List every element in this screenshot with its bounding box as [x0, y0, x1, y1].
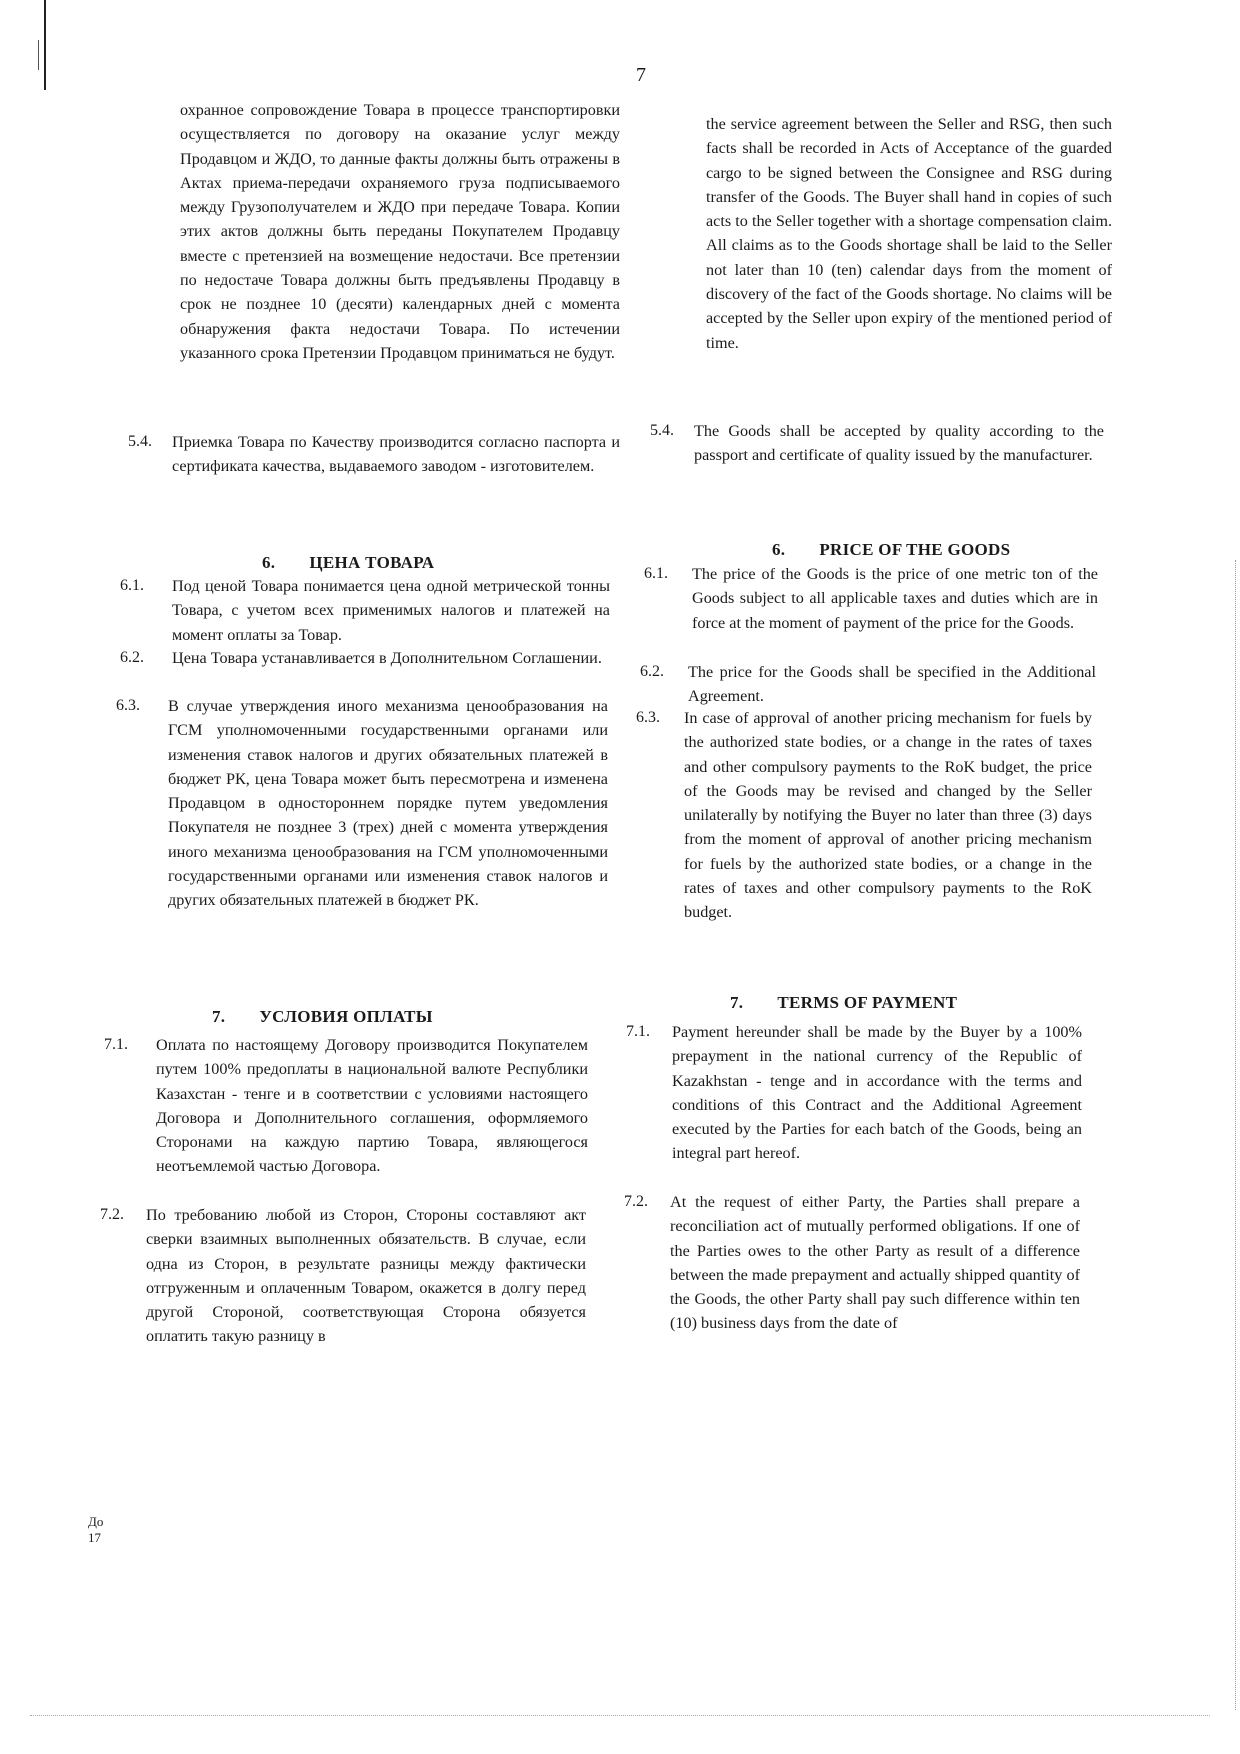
en-clause-number: 6.1. [644, 565, 668, 582]
en-clause-5-4: The Goods shall be accepted by quality according to the passport and certificate of quality issued by the manufacturer. [694, 422, 1104, 465]
ru-clause-7-2: По требованию любой из Сторон, Стороны составляют акт сверки взаимных выполненных обязательств. В случае, если одна из Сторон, в результате разницы между фактически отгруженным и оплаченным Товаром, окажется в долгу перед другой Стороной, соответствующая Сторона обязуется оплатить такую разницу в [146, 1206, 586, 1346]
ru-intro-text: охранное сопровождение Товара в процессе транспортировки осуществляется по договору на оказание услуг между Продавцом и ЖДО, то данные факты должны быть отражены в Актах приема-передачи охраняемого груза подписываемого между Грузополучателем и ЖДО при передаче Товара. Копии этих актов должны быть переданы Покупателем Продавцу вместе с претензией на возмещение недостачи. Все претензии по недостаче Товара должны быть предъявлены Продавцу в срок не позднее 10 (десяти) календарных дней с момента обнаружения факта недостачи Товара. По истечении указанного срока Претензии Продавцом приниматься не будут. [180, 101, 620, 362]
ru-clause-number: 5.4. [128, 433, 152, 450]
en-clause-number: 7.2. [624, 1193, 648, 1210]
en-clause-7-1: Payment hereunder shall be made by the Buyer by a 100% prepayment in the national currency of the Republic of Kazakhstan - tenge and in accordance with the terms and conditions of this Contract and the Additional Agreement executed by the Parties for each batch of the Goods, being an integral part hereof. [672, 1023, 1082, 1163]
ru-clause-number: 7.1. [104, 1036, 128, 1053]
en-clause-6-2: The price for the Goods shall be specified in the Additional Agreement. [688, 663, 1096, 706]
ru-clause-5-3-continued [180, 98, 620, 365]
en-clause-6-3: In case of approval of another pricing mechanism for fuels by the authorized state bodies, or a change in the rates of taxes and other compulsory payments to the RoK budget, the price of the Goods may be revised and changed by the Seller unilaterally by notifying the Buyer no later than three (3) days from the moment of approval of another pricing mechanism for fuels by the authorized state bodies, or a change in the rates of taxes and other compulsory payments to the RoK budget. [684, 709, 1092, 922]
ru-clause-6-2: Цена Товара устанавливается в Дополнительном Соглашении. [172, 649, 602, 667]
ru-section-heading-6: 6. ЦЕНА ТОВАРА [262, 553, 435, 572]
scan-bottom-noise [30, 1715, 1210, 1716]
en-clause-5-3-continued [706, 112, 1112, 355]
margin-mark: До 17 [88, 1514, 104, 1545]
page-number: 7 [636, 64, 646, 86]
scan-edge-line [38, 40, 39, 70]
ru-clause-6-1: Под ценой Товара понимается цена одной метрической тонны Товара, с учетом всех применимых налогов и платежей на момент оплаты за Товар. [172, 577, 610, 644]
en-clause-number: 7.1. [626, 1023, 650, 1040]
en-clause-number: 6.3. [636, 709, 660, 726]
ru-clause-6-3: В случае утверждения иного механизма ценообразования на ГСМ уполномоченными государственными органами или изменения ставок налогов и других обязательных платежей в бюджет РК, цена Товара может быть пересмотрена и изменена Продавцом в одностороннем порядке путем уведомления Покупателя не позднее 3 (трех) дней с момента утверждения иного механизма ценообразования на ГСМ уполномоченными государственными органами или изменения ставок налогов и других обязательных платежей в бюджет РК. [168, 697, 608, 910]
ru-clause-7-1: Оплата по настоящему Договору производится Покупателем путем 100% предоплаты в национальной валюте Республики Казахстан - тенге и в соответствии с условиями настоящего Договора и Дополнительного соглашения, оформляемого Сторонами на каждую партию Товара, являющегося неотъемлемой частью Договора. [156, 1036, 588, 1176]
en-section-heading-7: 7. TERMS OF PAYMENT [730, 993, 958, 1012]
en-intro-text: the service agreement between the Seller and RSG, then such facts shall be recorded in Acts of Acceptance of the guarded cargo to be signed between the Consignee and RSG during transfer of the Goods. The Buyer shall hand in copies of such acts to the Seller together with a shortage compensation claim. All claims as to the Goods shortage shall be laid to the Seller not later than 10 (ten) calendar days from the moment of discovery of the fact of the Goods shortage. No claims will be accepted by the Seller upon expiry of the mentioned period of time. [706, 115, 1112, 352]
ru-clause-5-4: Приемка Товара по Качеству производится согласно паспорта и сертификата качества, выдаваемого заводом - изготовителем. [172, 433, 620, 476]
en-section-heading-6: 6. PRICE OF THE GOODS [772, 540, 1011, 559]
ru-clause-number: 7.2. [100, 1206, 124, 1223]
ru-clause-number: 6.2. [120, 649, 144, 666]
ru-clause-number: 6.3. [116, 697, 140, 714]
scan-edge-line [44, 0, 46, 90]
en-clause-6-1: The price of the Goods is the price of one metric ton of the Goods subject to all applicable taxes and duties which are in force at the moment of payment of the price for the Goods. [692, 565, 1098, 632]
en-clause-number: 5.4. [650, 422, 674, 439]
ru-clause-number: 6.1. [120, 577, 144, 594]
en-clause-number: 6.2. [640, 663, 664, 680]
ru-section-heading-7: 7. УСЛОВИЯ ОПЛАТЫ [212, 1007, 433, 1026]
scan-edge-marks [1229, 560, 1236, 1710]
en-clause-7-2: At the request of either Party, the Parties shall prepare a reconciliation act of mutually performed obligations. If one of the Parties owes to the other Party as result of a difference between the made prepayment and actually shipped quantity of the Goods, the other Party shall pay such difference within ten (10) business days from the date of [670, 1193, 1080, 1333]
